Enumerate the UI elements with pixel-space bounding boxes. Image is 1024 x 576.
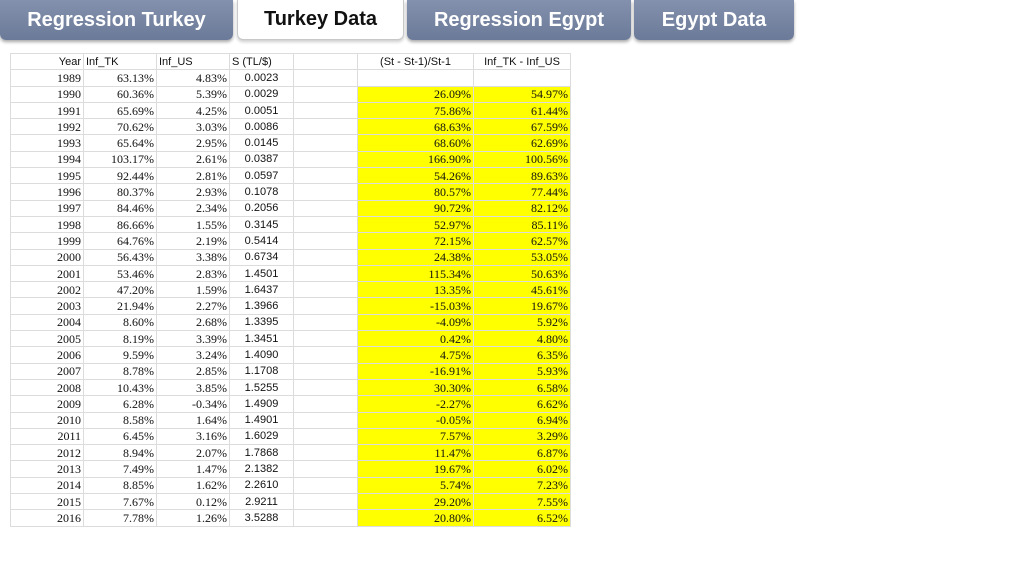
- cell-s-rate[interactable]: 1.3966: [230, 298, 294, 314]
- cell-s-rate[interactable]: 1.5255: [230, 379, 294, 395]
- cell-diff[interactable]: 7.23%: [474, 477, 571, 493]
- cell-diff[interactable]: 61.44%: [474, 102, 571, 118]
- cell-s-rate[interactable]: 0.0086: [230, 119, 294, 135]
- cell-inf-tk[interactable]: 47.20%: [84, 282, 157, 298]
- cell-s-rate[interactable]: 1.4090: [230, 347, 294, 363]
- cell-diff[interactable]: [474, 70, 571, 86]
- cell-inf-us[interactable]: 2.68%: [157, 314, 230, 330]
- table-row: [11, 86, 571, 102]
- cell-inf-us[interactable]: 4.83%: [157, 70, 230, 86]
- header-row: [11, 54, 571, 70]
- cell-inf-us[interactable]: 2.93%: [157, 184, 230, 200]
- cell-diff[interactable]: 7.55%: [474, 494, 571, 510]
- cell-inf-tk[interactable]: 103.17%: [84, 151, 157, 167]
- cell-year[interactable]: 1991: [11, 102, 84, 118]
- cell-change[interactable]: -16.91%: [358, 363, 474, 379]
- cell-inf-tk[interactable]: 84.46%: [84, 200, 157, 216]
- cell-year[interactable]: 1992: [11, 119, 84, 135]
- tab-label: Turkey Data: [263, 8, 377, 30]
- cell-blank[interactable]: [294, 461, 358, 477]
- cell-change[interactable]: 26.09%: [358, 86, 474, 102]
- cell-inf-tk[interactable]: 8.78%: [84, 363, 157, 379]
- cell-inf-tk[interactable]: 65.64%: [84, 135, 157, 151]
- cell-year[interactable]: 2004: [11, 314, 84, 330]
- cell-blank[interactable]: [294, 396, 358, 412]
- cell-inf-us[interactable]: 1.26%: [157, 510, 230, 526]
- header-blank[interactable]: [294, 54, 358, 70]
- table-row: [11, 379, 571, 395]
- cell-inf-us[interactable]: 2.85%: [157, 363, 230, 379]
- cell-s-rate[interactable]: 0.0023: [230, 70, 294, 86]
- cell-blank[interactable]: [294, 428, 358, 444]
- cell-year[interactable]: 1989: [11, 70, 84, 86]
- cell-diff[interactable]: 89.63%: [474, 168, 571, 184]
- cell-inf-tk[interactable]: 65.69%: [84, 102, 157, 118]
- cell-s-rate[interactable]: 0.5414: [230, 233, 294, 249]
- table-row: [11, 200, 571, 216]
- cell-blank[interactable]: [294, 102, 358, 118]
- cell-diff[interactable]: 45.61%: [474, 282, 571, 298]
- cell-inf-tk[interactable]: 8.94%: [84, 445, 157, 461]
- cell-year[interactable]: 2000: [11, 249, 84, 265]
- cell-year[interactable]: 1994: [11, 151, 84, 167]
- cell-inf-tk[interactable]: 7.67%: [84, 494, 157, 510]
- table-row: [11, 168, 571, 184]
- cell-inf-tk[interactable]: 53.46%: [84, 265, 157, 281]
- cell-blank[interactable]: [294, 86, 358, 102]
- cell-inf-tk[interactable]: 9.59%: [84, 347, 157, 363]
- cell-change[interactable]: 52.97%: [358, 216, 474, 232]
- table-row: [11, 412, 571, 428]
- cell-change[interactable]: 24.38%: [358, 249, 474, 265]
- cell-s-rate[interactable]: 1.4901: [230, 412, 294, 428]
- cell-s-rate[interactable]: 2.9211: [230, 494, 294, 510]
- cell-year[interactable]: 1995: [11, 168, 84, 184]
- cell-inf-us[interactable]: 2.27%: [157, 298, 230, 314]
- cell-blank[interactable]: [294, 135, 358, 151]
- cell-inf-us[interactable]: 1.47%: [157, 461, 230, 477]
- cell-diff[interactable]: 3.29%: [474, 428, 571, 444]
- table-row: [11, 249, 571, 265]
- cell-diff[interactable]: 6.02%: [474, 461, 571, 477]
- cell-change[interactable]: 115.34%: [358, 265, 474, 281]
- cell-year[interactable]: 2011: [11, 428, 84, 444]
- cell-inf-tk[interactable]: 8.58%: [84, 412, 157, 428]
- cell-year[interactable]: 2012: [11, 445, 84, 461]
- cell-diff[interactable]: 19.67%: [474, 298, 571, 314]
- tab-regression-egypt[interactable]: [407, 0, 631, 40]
- table-row: [11, 184, 571, 200]
- cell-inf-tk[interactable]: 64.76%: [84, 233, 157, 249]
- turkey-data-sheet: [10, 53, 571, 527]
- cell-diff[interactable]: 62.69%: [474, 135, 571, 151]
- cell-blank[interactable]: [294, 216, 358, 232]
- cell-inf-us[interactable]: 4.25%: [157, 102, 230, 118]
- tab-label: Regression Turkey: [27, 8, 206, 31]
- cell-inf-us[interactable]: 1.55%: [157, 216, 230, 232]
- header-s-rate[interactable]: S (TL/$): [230, 54, 294, 70]
- table-row: [11, 363, 571, 379]
- tab-egypt-data[interactable]: [634, 0, 794, 40]
- cell-diff[interactable]: 6.94%: [474, 412, 571, 428]
- cell-change[interactable]: 54.26%: [358, 168, 474, 184]
- cell-inf-us[interactable]: 3.03%: [157, 119, 230, 135]
- cell-change[interactable]: -4.09%: [358, 314, 474, 330]
- cell-diff[interactable]: 6.35%: [474, 347, 571, 363]
- cell-diff[interactable]: 6.87%: [474, 445, 571, 461]
- cell-s-rate[interactable]: 1.4501: [230, 265, 294, 281]
- cell-inf-tk[interactable]: 6.28%: [84, 396, 157, 412]
- cell-inf-us[interactable]: 1.62%: [157, 477, 230, 493]
- cell-inf-us[interactable]: 3.38%: [157, 249, 230, 265]
- cell-blank[interactable]: [294, 363, 358, 379]
- cell-s-rate[interactable]: 1.1708: [230, 363, 294, 379]
- table-row: [11, 282, 571, 298]
- cell-inf-us[interactable]: 3.39%: [157, 331, 230, 347]
- cell-inf-us[interactable]: 5.39%: [157, 86, 230, 102]
- cell-s-rate[interactable]: 0.0597: [230, 168, 294, 184]
- cell-blank[interactable]: [294, 233, 358, 249]
- cell-inf-us[interactable]: 2.19%: [157, 233, 230, 249]
- data-table-body: [11, 54, 571, 527]
- cell-diff[interactable]: 5.93%: [474, 363, 571, 379]
- cell-blank[interactable]: [294, 184, 358, 200]
- cell-change[interactable]: 68.63%: [358, 119, 474, 135]
- cell-diff[interactable]: 53.05%: [474, 249, 571, 265]
- cell-change[interactable]: 68.60%: [358, 135, 474, 151]
- cell-diff[interactable]: 62.57%: [474, 233, 571, 249]
- header-inf-tk[interactable]: Inf_TK: [84, 54, 157, 70]
- cell-blank[interactable]: [294, 70, 358, 86]
- cell-s-rate[interactable]: 1.3451: [230, 331, 294, 347]
- cell-change[interactable]: -0.05%: [358, 412, 474, 428]
- cell-year[interactable]: 2015: [11, 494, 84, 510]
- cell-inf-us[interactable]: 3.16%: [157, 428, 230, 444]
- cell-inf-us[interactable]: 2.95%: [157, 135, 230, 151]
- table-row: [11, 216, 571, 232]
- cell-diff[interactable]: 67.59%: [474, 119, 571, 135]
- cell-year[interactable]: 1996: [11, 184, 84, 200]
- table-row: [11, 347, 571, 363]
- cell-inf-tk[interactable]: 63.13%: [84, 70, 157, 86]
- cell-s-rate[interactable]: 1.7868: [230, 445, 294, 461]
- cell-s-rate[interactable]: 0.6734: [230, 249, 294, 265]
- cell-s-rate[interactable]: 2.2610: [230, 477, 294, 493]
- cell-year[interactable]: 1997: [11, 200, 84, 216]
- cell-year[interactable]: 2001: [11, 265, 84, 281]
- cell-diff[interactable]: 6.58%: [474, 379, 571, 395]
- table-row: [11, 461, 571, 477]
- cell-inf-tk[interactable]: 92.44%: [84, 168, 157, 184]
- cell-change[interactable]: 11.47%: [358, 445, 474, 461]
- cell-blank[interactable]: [294, 347, 358, 363]
- cell-change[interactable]: 29.20%: [358, 494, 474, 510]
- cell-inf-us[interactable]: 2.61%: [157, 151, 230, 167]
- cell-blank[interactable]: [294, 445, 358, 461]
- cell-change[interactable]: 30.30%: [358, 379, 474, 395]
- cell-inf-tk[interactable]: 86.66%: [84, 216, 157, 232]
- cell-inf-us[interactable]: -0.34%: [157, 396, 230, 412]
- header-change[interactable]: (St - St-1)/St-1: [358, 54, 474, 70]
- cell-inf-us[interactable]: 2.34%: [157, 200, 230, 216]
- cell-year[interactable]: 1998: [11, 216, 84, 232]
- cell-inf-tk[interactable]: 60.36%: [84, 86, 157, 102]
- cell-blank[interactable]: [294, 151, 358, 167]
- cell-year[interactable]: 2010: [11, 412, 84, 428]
- cell-year[interactable]: 2002: [11, 282, 84, 298]
- cell-change[interactable]: 4.75%: [358, 347, 474, 363]
- cell-blank[interactable]: [294, 298, 358, 314]
- cell-blank[interactable]: [294, 265, 358, 281]
- cell-change[interactable]: 20.80%: [358, 510, 474, 526]
- cell-inf-us[interactable]: 3.85%: [157, 379, 230, 395]
- cell-change[interactable]: 0.42%: [358, 331, 474, 347]
- cell-diff[interactable]: 82.12%: [474, 200, 571, 216]
- table-row: [11, 428, 571, 444]
- cell-s-rate[interactable]: 1.6437: [230, 282, 294, 298]
- cell-diff[interactable]: 50.63%: [474, 265, 571, 281]
- cell-s-rate[interactable]: 3.5288: [230, 510, 294, 526]
- cell-inf-tk[interactable]: 21.94%: [84, 298, 157, 314]
- cell-change[interactable]: 90.72%: [358, 200, 474, 216]
- table-row: [11, 233, 571, 249]
- cell-blank[interactable]: [294, 200, 358, 216]
- header-diff[interactable]: Inf_TK - Inf_US: [474, 54, 571, 70]
- cell-blank[interactable]: [294, 412, 358, 428]
- cell-s-rate[interactable]: 0.0029: [230, 86, 294, 102]
- data-table: [10, 53, 571, 527]
- cell-s-rate[interactable]: 1.6029: [230, 428, 294, 444]
- cell-change[interactable]: 7.57%: [358, 428, 474, 444]
- table-row: [11, 298, 571, 314]
- cell-diff[interactable]: 54.97%: [474, 86, 571, 102]
- cell-s-rate[interactable]: 0.2056: [230, 200, 294, 216]
- cell-change[interactable]: 166.90%: [358, 151, 474, 167]
- cell-change[interactable]: 5.74%: [358, 477, 474, 493]
- cell-year[interactable]: 2013: [11, 461, 84, 477]
- table-row: [11, 445, 571, 461]
- cell-change[interactable]: -2.27%: [358, 396, 474, 412]
- tab-label: Regression Egypt: [433, 8, 605, 31]
- cell-inf-tk[interactable]: 7.49%: [84, 461, 157, 477]
- cell-blank[interactable]: [294, 510, 358, 526]
- cell-s-rate[interactable]: 0.1078: [230, 184, 294, 200]
- cell-change[interactable]: 72.15%: [358, 233, 474, 249]
- cell-inf-tk[interactable]: 8.19%: [84, 331, 157, 347]
- cell-change[interactable]: -15.03%: [358, 298, 474, 314]
- cell-s-rate[interactable]: 1.4909: [230, 396, 294, 412]
- cell-inf-tk[interactable]: 56.43%: [84, 249, 157, 265]
- cell-blank[interactable]: [294, 331, 358, 347]
- cell-year[interactable]: 2003: [11, 298, 84, 314]
- table-row: [11, 265, 571, 281]
- cell-year[interactable]: 2014: [11, 477, 84, 493]
- cell-year[interactable]: 1993: [11, 135, 84, 151]
- cell-year[interactable]: 2006: [11, 347, 84, 363]
- cell-s-rate[interactable]: 0.3145: [230, 216, 294, 232]
- cell-s-rate[interactable]: 0.0051: [230, 102, 294, 118]
- table-row: [11, 151, 571, 167]
- cell-diff[interactable]: 6.52%: [474, 510, 571, 526]
- cell-s-rate[interactable]: 0.0387: [230, 151, 294, 167]
- table-row: [11, 102, 571, 118]
- cell-inf-us[interactable]: 2.83%: [157, 265, 230, 281]
- cell-change[interactable]: 13.35%: [358, 282, 474, 298]
- cell-blank[interactable]: [294, 168, 358, 184]
- cell-inf-tk[interactable]: 7.78%: [84, 510, 157, 526]
- cell-year[interactable]: 1990: [11, 86, 84, 102]
- cell-inf-us[interactable]: 0.12%: [157, 494, 230, 510]
- header-inf-us[interactable]: Inf_US: [157, 54, 230, 70]
- cell-change[interactable]: 19.67%: [358, 461, 474, 477]
- header-year[interactable]: Year: [11, 54, 84, 70]
- table-row: [11, 494, 571, 510]
- cell-year[interactable]: 2009: [11, 396, 84, 412]
- table-row: [11, 119, 571, 135]
- table-row: [11, 314, 571, 330]
- cell-s-rate[interactable]: 2.1382: [230, 461, 294, 477]
- table-row: [11, 396, 571, 412]
- cell-year[interactable]: 2008: [11, 379, 84, 395]
- cell-inf-tk[interactable]: 8.85%: [84, 477, 157, 493]
- cell-inf-tk[interactable]: 70.62%: [84, 119, 157, 135]
- cell-inf-tk[interactable]: 6.45%: [84, 428, 157, 444]
- cell-diff[interactable]: 4.80%: [474, 331, 571, 347]
- cell-diff[interactable]: 77.44%: [474, 184, 571, 200]
- tab-turkey-data[interactable]: [237, 0, 404, 40]
- cell-s-rate[interactable]: 0.0145: [230, 135, 294, 151]
- table-row: [11, 135, 571, 151]
- cell-inf-tk[interactable]: 10.43%: [84, 379, 157, 395]
- cell-inf-tk[interactable]: 8.60%: [84, 314, 157, 330]
- cell-s-rate[interactable]: 1.3395: [230, 314, 294, 330]
- cell-inf-tk[interactable]: 80.37%: [84, 184, 157, 200]
- tab-regression-turkey[interactable]: [0, 0, 233, 40]
- cell-diff[interactable]: 5.92%: [474, 314, 571, 330]
- table-row: [11, 331, 571, 347]
- cell-diff[interactable]: 6.62%: [474, 396, 571, 412]
- cell-blank[interactable]: [294, 494, 358, 510]
- cell-blank[interactable]: [294, 379, 358, 395]
- cell-diff[interactable]: 100.56%: [474, 151, 571, 167]
- table-row: [11, 70, 571, 86]
- cell-year[interactable]: 2007: [11, 363, 84, 379]
- table-row: [11, 477, 571, 493]
- cell-change[interactable]: 80.57%: [358, 184, 474, 200]
- cell-diff[interactable]: 85.11%: [474, 216, 571, 232]
- cell-inf-us[interactable]: 3.24%: [157, 347, 230, 363]
- cell-blank[interactable]: [294, 119, 358, 135]
- cell-inf-us[interactable]: 2.07%: [157, 445, 230, 461]
- cell-inf-us[interactable]: 2.81%: [157, 168, 230, 184]
- cell-year[interactable]: 1999: [11, 233, 84, 249]
- cell-inf-us[interactable]: 1.64%: [157, 412, 230, 428]
- cell-change[interactable]: [358, 70, 474, 86]
- cell-blank[interactable]: [294, 314, 358, 330]
- cell-change[interactable]: 75.86%: [358, 102, 474, 118]
- cell-blank[interactable]: [294, 282, 358, 298]
- cell-blank[interactable]: [294, 249, 358, 265]
- cell-year[interactable]: 2005: [11, 331, 84, 347]
- sheet-tab-bar: [0, 0, 800, 42]
- cell-year[interactable]: 2016: [11, 510, 84, 526]
- table-row: [11, 510, 571, 526]
- cell-inf-us[interactable]: 1.59%: [157, 282, 230, 298]
- tab-label: Egypt Data: [661, 8, 767, 31]
- cell-blank[interactable]: [294, 477, 358, 493]
